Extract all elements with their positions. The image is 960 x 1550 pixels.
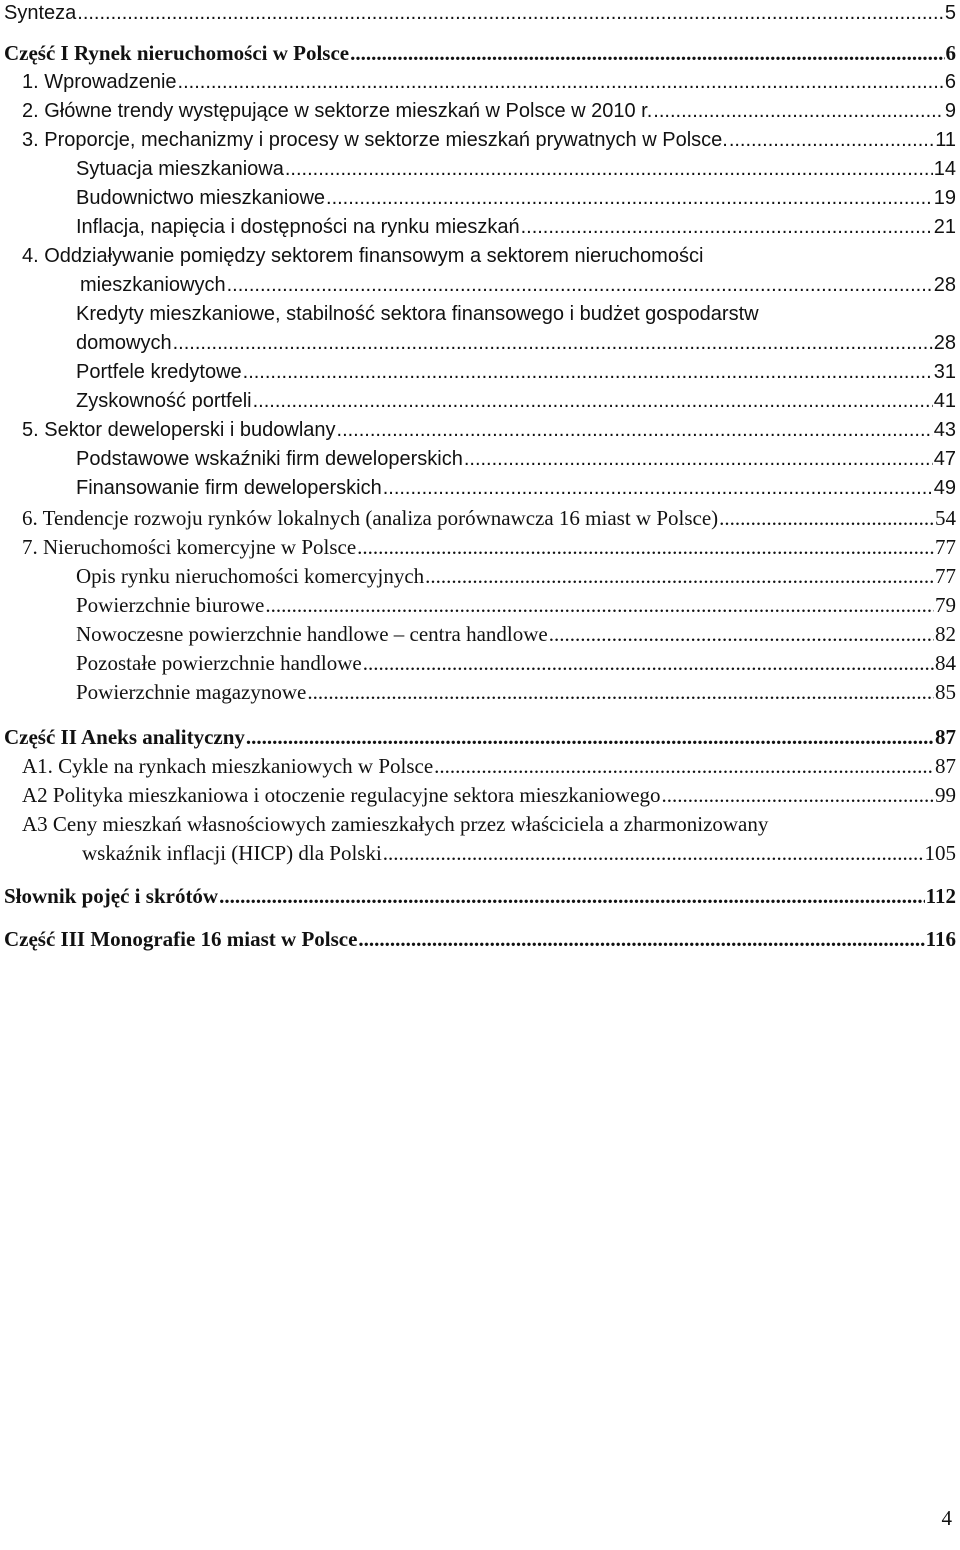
toc-page: 5 (944, 2, 956, 24)
toc-entry-s6[interactable] (22, 504, 956, 533)
toc-title: Część III Monografie 16 miast w Polsce (4, 927, 358, 951)
dot-leader (434, 752, 934, 781)
toc-title: Słownik pojęć i skrótów (4, 884, 219, 908)
toc-page: 79 (935, 593, 956, 617)
toc-title: Podstawowe wskaźniki firm deweloperskich (76, 448, 463, 470)
toc-page: 47 (933, 448, 956, 470)
dot-leader (719, 504, 934, 533)
toc-page: 82 (935, 622, 956, 646)
toc-title: 1. Wprowadzenie (22, 71, 177, 93)
toc-title: 5. Sektor deweloperski i budowlany (22, 419, 336, 441)
dot-leader (253, 387, 933, 416)
dot-leader (265, 591, 934, 620)
toc-title: Część II Aneks analityczny (4, 725, 245, 749)
toc-title: Zyskowność portfeli (76, 390, 252, 412)
toc-entry-a2[interactable] (22, 781, 956, 810)
toc-title: 6. Tendencje rozwoju rynków lokalnych (analiza porównawcza 16 miast w Polsce) (22, 506, 719, 530)
toc-title: Sytuacja mieszkaniowa (76, 158, 284, 180)
toc-title: Opis rynku nieruchomości komercyjnych (76, 564, 425, 588)
toc-entry-s7c[interactable] (76, 620, 956, 649)
dot-leader (326, 184, 933, 213)
toc-page: 49 (933, 477, 956, 499)
dot-leader (350, 39, 944, 68)
toc-entry-s4a[interactable] (76, 329, 956, 358)
toc-page: 28 (933, 332, 956, 354)
toc-entry-s5a[interactable] (76, 445, 956, 474)
toc-entry-a1[interactable] (22, 752, 956, 781)
toc-title: Nowoczesne powierzchnie handlowe – centra handlowe (76, 622, 548, 646)
toc-title: Powierzchnie magazynowe (76, 680, 307, 704)
toc-entry-synteza[interactable] (4, 0, 956, 28)
toc-entry-s7[interactable] (22, 533, 956, 562)
toc-page: 85 (935, 680, 956, 704)
toc-entry-s7a[interactable] (76, 562, 956, 591)
toc-entry-s4b[interactable] (76, 358, 956, 387)
toc-title: Powierzchnie biurowe (76, 593, 265, 617)
toc-entry-a3[interactable] (82, 839, 956, 868)
toc-entry-s7e[interactable] (76, 678, 956, 707)
toc-entry-s4[interactable] (80, 271, 956, 300)
toc-title: Budownictwo mieszkaniowe (76, 187, 326, 209)
dot-leader (337, 416, 933, 445)
dot-leader (77, 0, 944, 28)
toc-page: 28 (933, 274, 956, 296)
toc-entry-s1[interactable] (22, 68, 956, 97)
toc-entry-s4c[interactable] (76, 387, 956, 416)
toc-entry-s5[interactable] (22, 416, 956, 445)
page-number: 4 (941, 1506, 952, 1530)
dot-leader (285, 155, 933, 184)
toc-title: Portfele kredytowe (76, 361, 242, 383)
dot-leader (425, 562, 934, 591)
toc-entry-s5b[interactable] (76, 474, 956, 503)
toc-entry-s4a-line1[interactable]: Kredyty mieszkaniowe, stabilność sektora finansowego i budżet gospodarstw (76, 303, 759, 325)
toc-page: 54 (935, 506, 956, 530)
toc-page: 19 (933, 187, 956, 209)
toc-entry-s3b[interactable] (76, 184, 956, 213)
toc-entry-part1[interactable] (4, 39, 956, 68)
dot-leader (521, 213, 933, 242)
toc-entry-part3[interactable] (4, 925, 956, 954)
toc-entry-glossary[interactable] (4, 882, 956, 911)
dot-leader (307, 678, 934, 707)
toc-page: 99 (935, 783, 956, 807)
dot-leader (243, 358, 933, 387)
toc-title: 3. Proporcje, mechanizmy i procesy w sektorze mieszkań prywatnych w Polsce. (22, 129, 728, 151)
toc-page: 112 (925, 884, 956, 908)
toc-title: A2 Polityka mieszkaniowa i otoczenie regulacyjne sektora mieszkaniowego (22, 783, 661, 807)
toc-page: 14 (933, 158, 956, 180)
dot-leader (383, 474, 933, 503)
toc-page: 6 (944, 71, 956, 93)
toc-page: 21 (933, 216, 956, 238)
dot-leader (219, 882, 925, 911)
toc-title: A1. Cykle na rynkach mieszkaniowych w Polsce (22, 754, 434, 778)
dot-leader (173, 329, 933, 358)
toc-entry-s3[interactable] (22, 126, 956, 155)
dot-leader (358, 925, 924, 954)
toc-title: Pozostałe powierzchnie handlowe (76, 651, 362, 675)
toc-page: 77 (935, 535, 956, 559)
toc-entry-s4-line1[interactable]: 4. Oddziaływanie pomiędzy sektorem finansowym a sektorem nieruchomości (22, 245, 704, 267)
dot-leader (363, 649, 934, 678)
toc-page: 116 (925, 927, 956, 951)
toc-title: domowych (76, 332, 172, 354)
toc-page: 6 (945, 41, 956, 65)
toc-page: 87 (935, 754, 956, 778)
toc-page: 77 (935, 564, 956, 588)
dot-leader (549, 620, 934, 649)
toc-entry-s7d[interactable] (76, 649, 956, 678)
dot-leader (662, 781, 934, 810)
toc-page: 105 (924, 841, 956, 865)
toc-entry-s3c[interactable] (76, 213, 956, 242)
toc-entry-s3a[interactable] (76, 155, 956, 184)
toc-page: 41 (933, 390, 956, 412)
toc-page: 87 (935, 725, 956, 749)
toc-page: 31 (933, 361, 956, 383)
toc-title: 2. Główne trendy występujące w sektorze mieszkań w Polsce w 2010 r. (22, 100, 653, 122)
toc-page: 11 (935, 129, 956, 151)
toc-title: Finansowanie firm deweloperskich (76, 477, 382, 499)
toc-title: Inflacja, napięcia i dostępności na rynku mieszkań (76, 216, 520, 238)
dot-leader (729, 126, 934, 155)
dot-leader (383, 839, 924, 868)
dot-leader (246, 723, 934, 752)
toc-entry-s2[interactable] (22, 97, 956, 126)
toc-entry-part2[interactable] (4, 723, 956, 752)
dot-leader (227, 271, 933, 300)
toc-page: 43 (933, 419, 956, 441)
toc-title: Część I Rynek nieruchomości w Polsce (4, 41, 350, 65)
toc-title: Synteza (4, 2, 77, 24)
dot-leader (178, 68, 944, 97)
toc-entry-s7b[interactable] (76, 591, 956, 620)
toc-page: 9 (944, 100, 956, 122)
toc-page: 84 (935, 651, 956, 675)
dot-leader (357, 533, 934, 562)
dot-leader (464, 445, 933, 474)
toc-entry-a3-line1[interactable]: A3 Ceny mieszkań własnościowych zamieszkałych przez właściciela a zharmonizowany (22, 812, 769, 836)
dot-leader (653, 97, 944, 126)
toc-title: wskaźnik inflacji (HICP) dla Polski (82, 841, 382, 865)
toc-title: 7. Nieruchomości komercyjne w Polsce (22, 535, 357, 559)
toc-title: mieszkaniowych (80, 274, 226, 296)
